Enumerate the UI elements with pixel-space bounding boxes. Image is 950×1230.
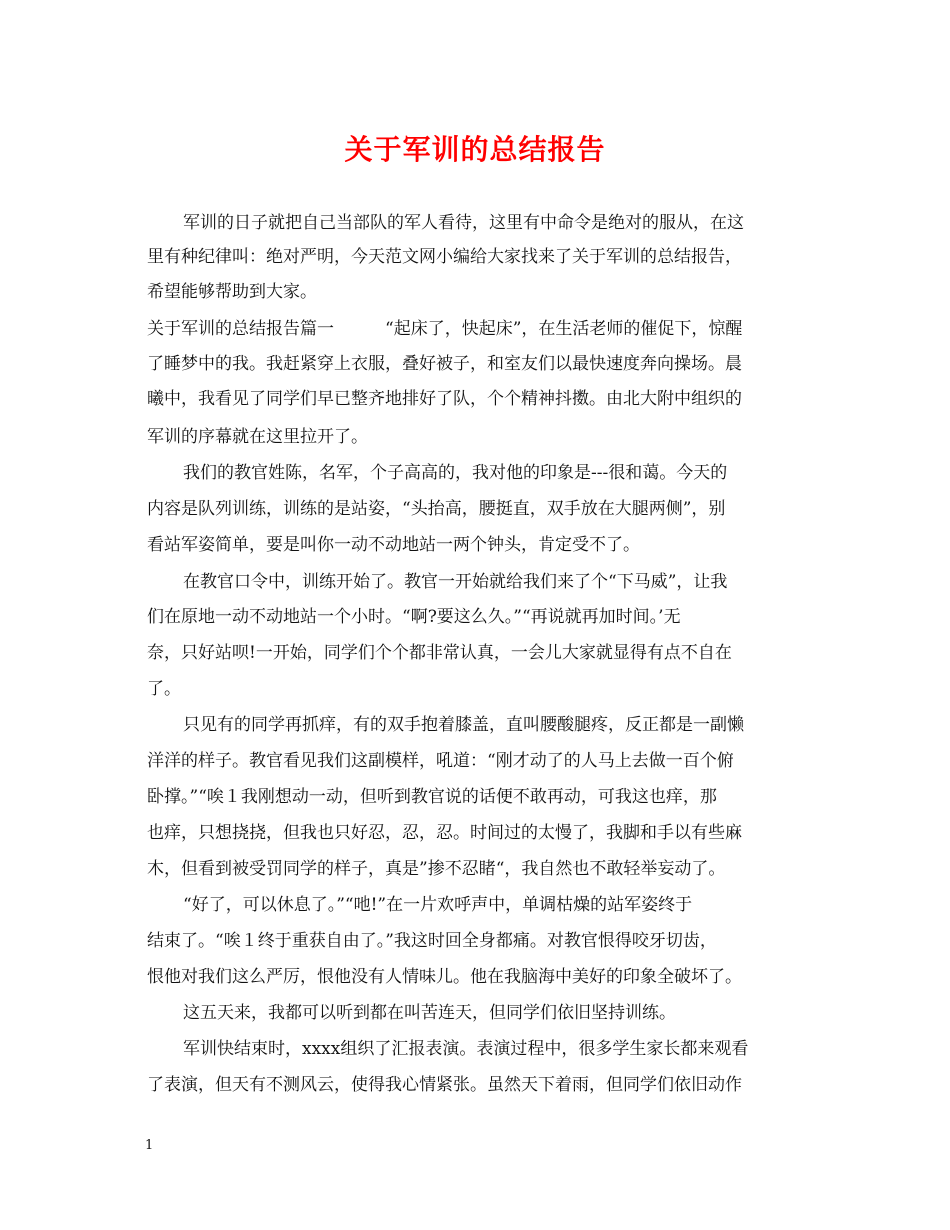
body-line: 军训的日子就把自己当部队的军人看待，这里有中命令是绝对的服从，在这: [183, 213, 744, 233]
body-line: 了睡梦中的我。我赶紧穿上衣服，叠好被子，和室友们以最快速度奔向操场。晨: [147, 354, 742, 374]
body-line: 在教官口令中，训练开始了。教官一开始就给我们来了个“下马威”，让我: [183, 572, 728, 592]
body-line: 也痒，只想挠挠，但我也只好忍，忍，忍。时间过的太慢了，我脚和手以有些麻: [147, 823, 742, 843]
body-line: 只见有的同学再抓痒，有的双手抱着膝盖，直叫腰酸腿疼，反正都是一副懒: [183, 715, 744, 735]
body-line: 们在原地一动不动地站一个小时。“啊?要这么久。”“再说就再加时间。’无: [147, 607, 681, 627]
body-line: 看站军姿简单，要是叫你一动不动地站一两个钟头，肯定受不了。: [147, 535, 640, 555]
body-line: 这五天来，我都可以听到都在叫苦连天，但同学们依旧坚持训练。: [183, 1003, 676, 1023]
body-line: 军训快结束时，xxxx组织了汇报表演。表演过程中，很多学生家长都来观看: [183, 1039, 749, 1059]
body-line: 内容是队列训练，训练的是站姿，“头抬高，腰挺直，双手放在大腿两侧”，别: [147, 499, 726, 519]
body-line: 洋洋的样子。教官看见我们这副模样，吼道：“刚才动了的人马上去做一百个俯: [147, 751, 734, 771]
body-line: 希望能够帮助到大家。: [147, 282, 317, 302]
body-line: 曦中，我看见了同学们早已整齐地排好了队，个个精神抖擞。由北大附中组织的: [147, 389, 742, 409]
body-line: 恨他对我们这么严厉，恨他没有人情味儿。他在我脑海中美好的印象全破坏了。: [147, 967, 742, 987]
body-line: 奈，只好站呗!一开始，同学们个个都非常认真，一会儿大家就显得有点不自在: [147, 643, 732, 663]
body-line: 军训的序幕就在这里拉开了。: [147, 427, 368, 447]
body-line: 了表演，但天有不测风云，使得我心情紧张。虽然天下着雨，但同学们依旧动作: [147, 1075, 742, 1095]
body-line: 卧撑。”“唉１我刚想动一动，但听到教官说的话便不敢再动，可我这也痒，那: [147, 787, 717, 807]
body-line: 木，但看到被受罚同学的样子，真是”掺不忍睹“，我自然也不敢轻举妄动了。: [147, 859, 726, 879]
document-title: 关于军训的总结报告: [344, 133, 606, 166]
body-line: 我们的教官姓陈，名军，个子高高的，我对他的印象是---很和蔼。今天的: [183, 463, 728, 483]
section-heading-line: 关于军训的总结报告篇一 “起床了，快起床”，在生活老师的催促下，惊醒: [147, 319, 743, 339]
body-line: “好了，可以休息了。”“吔!”在一片欢呼声中，单调枯燥的站军姿终于: [183, 895, 693, 915]
body-line: 里有种纪律叫：绝对严明，今天范文网小编给大家找来了关于军训的总结报告，: [147, 247, 742, 267]
body-line: 结束了。“唉１终于重获自由了。”我这时回全身都痛。对教官恨得咬牙切齿，: [147, 931, 717, 951]
body-line: 了。: [147, 679, 181, 699]
page-number: 1: [145, 1138, 154, 1153]
